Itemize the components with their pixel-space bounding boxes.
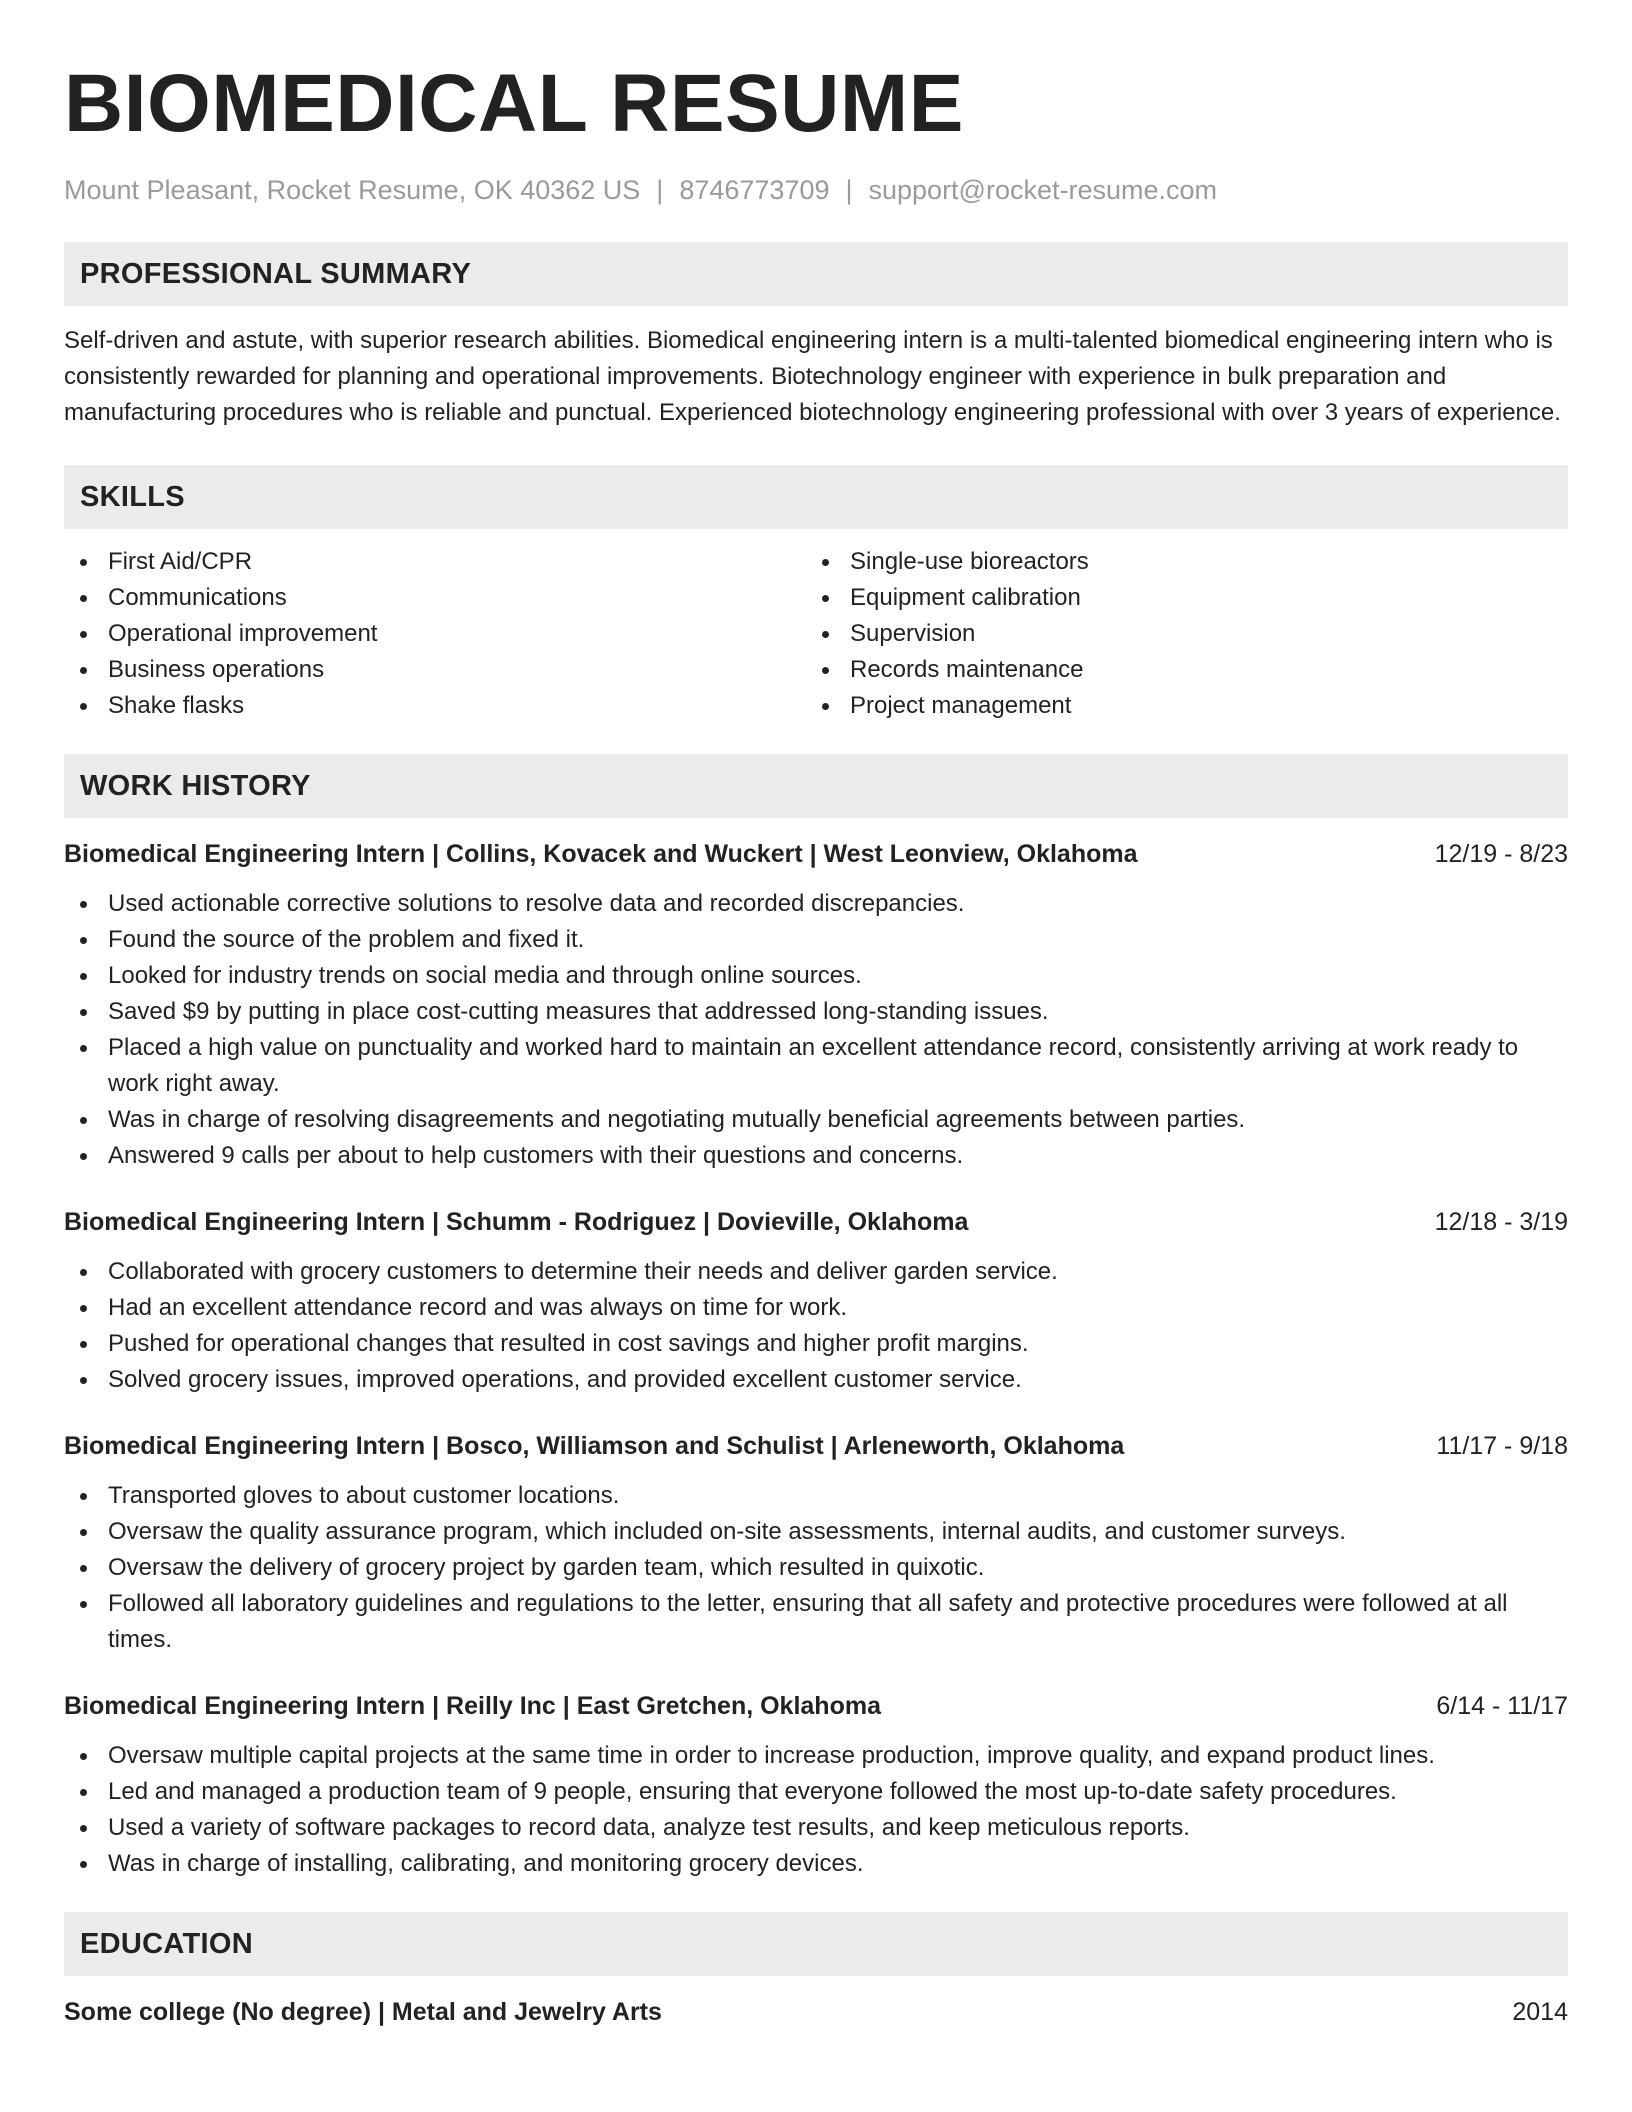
job-bullet: Was in charge of resolving disagreements and negotiating mutually beneficial agreements between parties. — [64, 1102, 1568, 1138]
skills-column-right — [806, 544, 1548, 724]
job-bullet: Transported gloves to about customer locations. — [64, 1478, 1568, 1514]
job-title: Biomedical Engineering Intern | Bosco, Williamson and Schulist | Arleneworth, Oklahoma — [64, 1432, 1125, 1460]
job-header — [64, 1204, 1568, 1240]
contact-line — [64, 174, 1568, 206]
skill-item: Shake flasks — [64, 688, 806, 724]
job-bullet: Looked for industry trends on social media and through online sources. — [64, 958, 1568, 994]
skill-item: Supervision — [806, 616, 1548, 652]
job-bullet: Used a variety of software packages to record data, analyze test results, and keep meticulous reports. — [64, 1810, 1568, 1846]
job-bullets — [64, 1478, 1568, 1658]
job-header — [64, 1688, 1568, 1724]
section-heading-work-history: WORK HISTORY — [64, 754, 1568, 818]
job-entry — [64, 1204, 1568, 1398]
skill-item: Equipment calibration — [806, 580, 1548, 616]
skill-item: Single-use bioreactors — [806, 544, 1548, 580]
job-bullet: Pushed for operational changes that resulted in cost savings and higher profit margins. — [64, 1326, 1568, 1362]
contact-phone: 8746773709 — [679, 175, 830, 205]
job-title: Biomedical Engineering Intern | Schumm - Rodriguez | Dovieville, Oklahoma — [64, 1208, 969, 1236]
job-bullet: Answered 9 calls per about to help customers with their questions and concerns. — [64, 1138, 1568, 1174]
job-bullet: Collaborated with grocery customers to determine their needs and deliver garden service. — [64, 1254, 1568, 1290]
skill-item: First Aid/CPR — [64, 544, 806, 580]
job-bullet: Oversaw the delivery of grocery project by garden team, which resulted in quixotic. — [64, 1550, 1568, 1586]
contact-separator: | — [656, 175, 664, 205]
contact-email: support@rocket-resume.com — [868, 175, 1218, 205]
job-bullet: Oversaw the quality assurance program, which included on-site assessments, internal audits, and customer surveys. — [64, 1514, 1568, 1550]
job-bullet: Led and managed a production team of 9 people, ensuring that everyone followed the most up-to-date safety procedures. — [64, 1774, 1568, 1810]
job-bullets — [64, 886, 1568, 1174]
job-dates: 12/19 - 8/23 — [1434, 840, 1568, 868]
resume-title: BIOMEDICAL RESUME — [64, 58, 964, 149]
job-entry — [64, 1428, 1568, 1658]
job-bullet: Found the source of the problem and fixed it. — [64, 922, 1568, 958]
skill-item: Project management — [806, 688, 1548, 724]
job-header — [64, 1428, 1568, 1464]
job-bullet: Saved $9 by putting in place cost-cutting measures that addressed long-standing issues. — [64, 994, 1568, 1030]
skill-item: Records maintenance — [806, 652, 1548, 688]
job-dates: 6/14 - 11/17 — [1436, 1692, 1568, 1720]
job-bullets — [64, 1738, 1568, 1882]
job-bullets — [64, 1254, 1568, 1398]
job-bullet: Placed a high value on punctuality and worked hard to maintain an excellent attendance record, consistently arriving at work ready to work right away. — [64, 1030, 1568, 1102]
education-year: 2014 — [1512, 1998, 1568, 2026]
skill-item: Communications — [64, 580, 806, 616]
job-bullet: Used actionable corrective solutions to resolve data and recorded discrepancies. — [64, 886, 1568, 922]
job-bullet: Solved grocery issues, improved operations, and provided excellent customer service. — [64, 1362, 1568, 1398]
section-heading-skills: SKILLS — [64, 465, 1568, 529]
job-entry — [64, 836, 1568, 1174]
job-title: Biomedical Engineering Intern | Collins, Kovacek and Wuckert | West Leonview, Oklahoma — [64, 840, 1138, 868]
contact-address: Mount Pleasant, Rocket Resume, OK 40362 US — [64, 175, 641, 205]
section-heading-summary: PROFESSIONAL SUMMARY — [64, 242, 1568, 306]
job-dates: 11/17 - 9/18 — [1436, 1432, 1568, 1460]
job-dates: 12/18 - 3/19 — [1434, 1208, 1568, 1236]
education-title: Some college (No degree) | Metal and Jewelry Arts — [64, 1998, 662, 2026]
job-bullet: Was in charge of installing, calibrating, and monitoring grocery devices. — [64, 1846, 1568, 1882]
job-title: Biomedical Engineering Intern | Reilly Inc | East Gretchen, Oklahoma — [64, 1692, 881, 1720]
job-entry — [64, 1688, 1568, 1882]
job-bullet: Oversaw multiple capital projects at the same time in order to increase production, improve quality, and expand product lines. — [64, 1738, 1568, 1774]
skills-grid — [64, 544, 1568, 724]
contact-separator: | — [845, 175, 853, 205]
skills-column-left — [64, 544, 806, 724]
section-heading-education: EDUCATION — [64, 1912, 1568, 1976]
education-entry — [64, 1994, 1568, 2030]
skill-item: Operational improvement — [64, 616, 806, 652]
job-bullet: Followed all laboratory guidelines and regulations to the letter, ensuring that all safety and protective procedures were followed at all times. — [64, 1586, 1568, 1658]
job-header — [64, 836, 1568, 872]
job-bullet: Had an excellent attendance record and was always on time for work. — [64, 1290, 1568, 1326]
skill-item: Business operations — [64, 652, 806, 688]
summary-text: Self-driven and astute, with superior research abilities. Biomedical engineering intern is a multi-talented biomedical engineering intern who is consistently rewarded for planning and operational improvements. Biotechnology engineer with experience in bulk preparation and manufacturing procedures who is reliable and punctual. Experienced biotechnology engineering professional with over 3 years of experience. — [64, 327, 1561, 426]
